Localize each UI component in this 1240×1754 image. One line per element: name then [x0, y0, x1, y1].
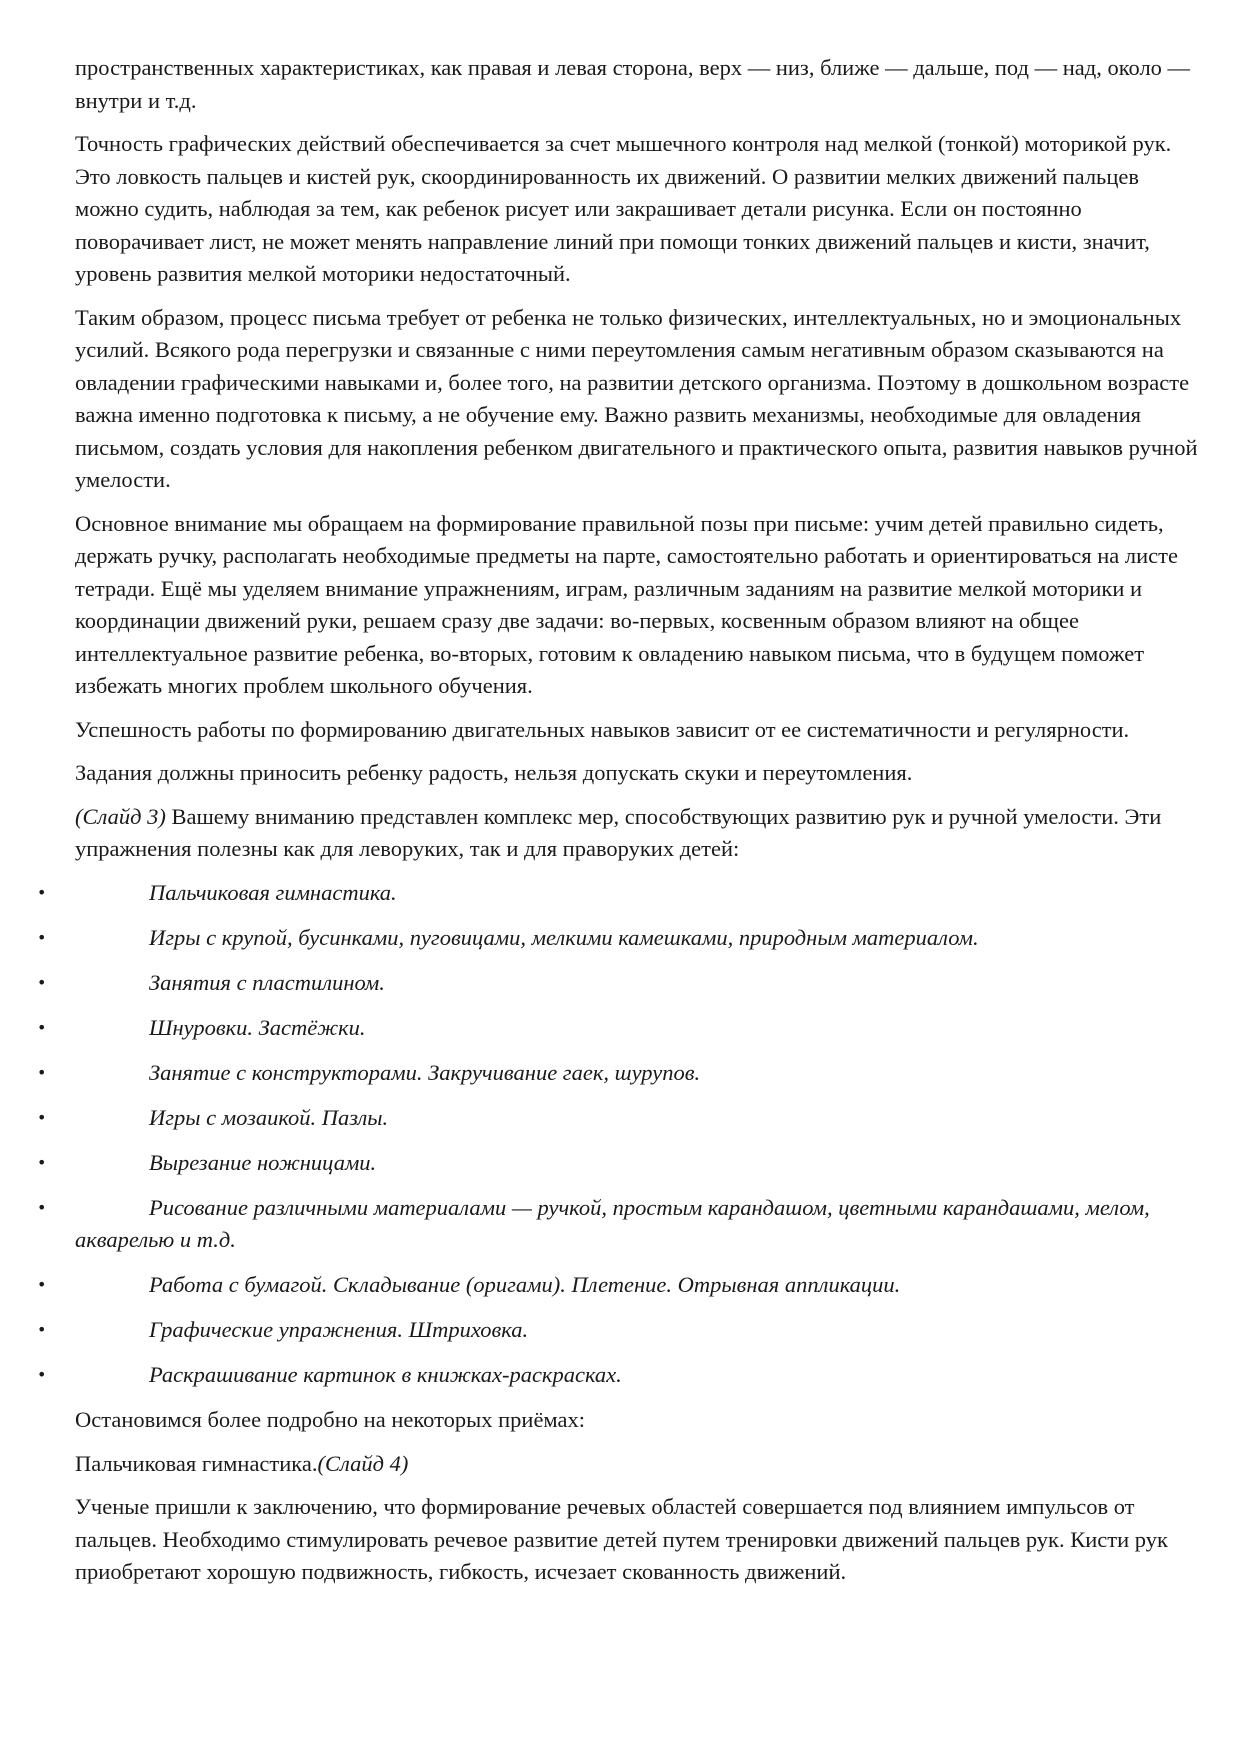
list-item: • Графические упражнения. Штриховка. — [75, 1314, 1203, 1347]
paragraph-graphic-precision: Точность графических действий обеспечивается за счет мышечного контроля над мелкой (тонкой) моторикой рук. Это ловкость пальцев и кистей рук, скоординированность их движений. О развитии мелких движений пальцев можно судить, наблюдая за тем, как ребенок рисует или закрашивает детали рисунка. Если он постоянно поворачивает лист, не может менять направление линий при помощи тонких движений пальцев и кисти, значит, уровень развития мелкой моторики недостаточный. — [75, 131, 1172, 286]
list-item: • Работа с бумагой. Складывание (оригами). Плетение. Отрывная аппликации. — [75, 1269, 1203, 1302]
paragraph-main-attention: Основное внимание мы обращаем на формирование правильной позы при письме: учим детей правильно сидеть, держать ручку, располагать необходимые предметы на парте, самостоятельно работать и ориентироваться на листе тетради. Ещё мы уделяем внимание упражнениям, играм, различным заданиям на развитие мелкой моторики и координации движений руки, решаем сразу две задачи: во-первых, косвенным образом влияют на общее интеллектуальное развитие ребенка, во-вторых, готовим к овладению навыком письма, что в будущем поможет избежать многих проблем школьного обучения. — [75, 510, 1178, 698]
paragraph-success: Успешность работы по формированию двигательных навыков зависит от ее систематичности и регулярности. — [75, 716, 1130, 742]
list-item: • Занятия с пластилином. — [75, 967, 1203, 1000]
list-item: • Занятие с конструкторами. Закручивание гаек, шурупов. — [75, 1057, 1203, 1090]
list-item: • Раскрашивание картинок в книжках-раскрасках. — [75, 1359, 1203, 1392]
paragraph-slide-4 — [75, 1448, 1203, 1481]
exercise-list — [37, 877, 1203, 1392]
slide-3-text: Вашему вниманию представлен комплекс мер, способствующих развитию рук и ручной умелости. Эти упражнения полезны как для леворуких, так и для праворуких детей: — [75, 803, 1162, 861]
bullet-icon: • — [37, 1197, 47, 1217]
bullet-icon: • — [37, 927, 47, 947]
bullet-icon: • — [37, 972, 47, 992]
bullet-icon: • — [37, 1365, 47, 1384]
paragraph-spatial: пространственных характеристиках, как правая и левая сторона, верх — низ, ближе — дальше, под — над, около — внутри и т.д. — [75, 55, 1191, 113]
slide-4-label: (Слайд 4) — [317, 1450, 409, 1476]
list-item: • Игры с крупой, бусинками, пуговицами, мелкими камешками, природным материалом. — [75, 922, 1203, 955]
paragraph-tasks: Задания должны приносить ребенку радость, нельзя допускать скуки и переутомления. — [75, 760, 913, 785]
document-page — [37, 52, 1203, 1600]
bullet-icon: • — [37, 1152, 47, 1172]
list-item: • Пальчиковая гимнастика. — [75, 877, 1203, 910]
paragraph-slide-3 — [75, 801, 1203, 866]
bullet-icon: • — [37, 1107, 47, 1127]
bullet-icon: • — [37, 1320, 47, 1339]
bullet-icon: • — [37, 1275, 47, 1294]
bullet-icon: • — [37, 1017, 47, 1037]
paragraph-final: Ученые пришли к заключению, что формирование речевых областей совершается под влиянием импульсов от пальцев. Необходимо стимулировать речевое развитие детей путем тренировки движений пальцев рук. Кисти рук приобретают хорошую подвижность, гибкость, исчезает скованность движений. — [75, 1494, 1168, 1584]
slide-4-text: Пальчиковая гимнастика. — [75, 1450, 318, 1476]
list-item: • Вырезание ножницами. — [75, 1147, 1203, 1180]
paragraph-after-list: Остановимся более подробно на некоторых приёмах: — [75, 1407, 586, 1432]
list-item: • Рисование различными материалами — ручкой, простым карандашом, цветными карандашами, мелом, акварелью и т.д. — [75, 1192, 1203, 1257]
slide-3-label: (Слайд 3) — [75, 803, 166, 829]
list-item: • Игры с мозаикой. Пазлы. — [75, 1102, 1203, 1135]
paragraph-writing-process: Таким образом, процесс письма требует от ребенка не только физических, интеллектуальных, но и эмоциональных усилий. Всякого рода перегрузки и связанные с ними переутомления самым негативным образом сказываются на овладении графическими навыками и, более того, на развитии детского организма. Поэтому в дошкольном возрасте важна именно подготовка к письму, а не обучение ему. Важно развить механизмы, необходимые для овладения письмом, создать условия для накопления ребенком двигательного и практического опыта, развития навыков ручной умелости. — [75, 304, 1198, 492]
bullet-icon: • — [37, 1062, 47, 1082]
list-item: • Шнуровки. Застёжки. — [75, 1012, 1203, 1045]
bullet-icon: • — [37, 882, 47, 902]
